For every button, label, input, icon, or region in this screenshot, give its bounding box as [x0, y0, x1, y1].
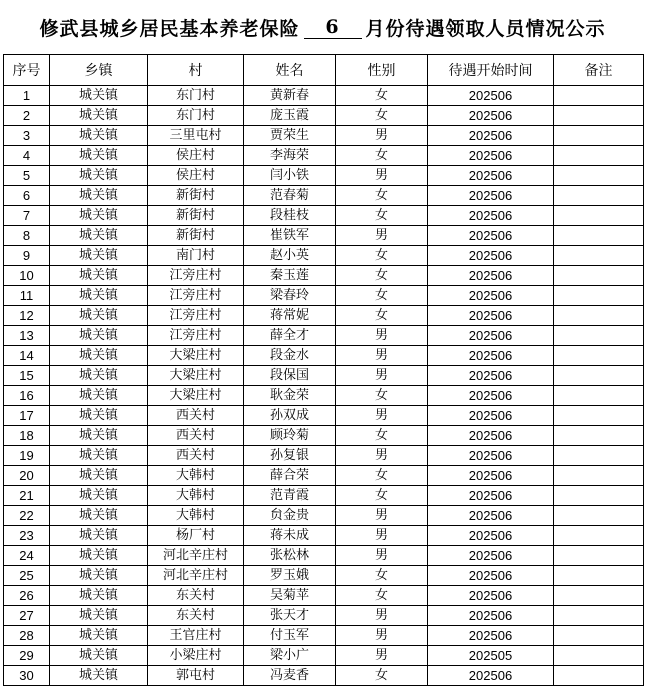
- cell-gender: 女: [336, 286, 428, 306]
- cell-town: 城关镇: [50, 306, 148, 326]
- cell-gender: 女: [336, 386, 428, 406]
- table-row: [4, 486, 644, 506]
- cell-start-date: 202506: [428, 286, 554, 306]
- cell-note: [554, 486, 644, 506]
- header-name: 姓名: [244, 55, 336, 86]
- cell-note: [554, 406, 644, 426]
- cell-town: 城关镇: [50, 286, 148, 306]
- cell-village: 东门村: [148, 86, 244, 106]
- cell-serial: 10: [4, 266, 50, 286]
- cell-village: 三里屯村: [148, 126, 244, 146]
- cell-town: 城关镇: [50, 326, 148, 346]
- cell-serial: 13: [4, 326, 50, 346]
- cell-village: 郭屯村: [148, 666, 244, 686]
- cell-note: [554, 446, 644, 466]
- cell-name: 张松林: [244, 546, 336, 566]
- cell-note: [554, 666, 644, 686]
- cell-village: 大韩村: [148, 506, 244, 526]
- cell-town: 城关镇: [50, 166, 148, 186]
- cell-serial: 22: [4, 506, 50, 526]
- cell-village: 大韩村: [148, 486, 244, 506]
- table-row: [4, 446, 644, 466]
- table-header-row: [4, 55, 644, 86]
- cell-start-date: 202506: [428, 266, 554, 286]
- cell-start-date: 202506: [428, 246, 554, 266]
- cell-gender: 女: [336, 206, 428, 226]
- cell-note: [554, 466, 644, 486]
- cell-note: [554, 426, 644, 446]
- table-row: [4, 546, 644, 566]
- table-row: [4, 626, 644, 646]
- cell-serial: 19: [4, 446, 50, 466]
- cell-village: 东关村: [148, 606, 244, 626]
- cell-note: [554, 186, 644, 206]
- table-row: [4, 466, 644, 486]
- cell-name: 蒋常妮: [244, 306, 336, 326]
- cell-start-date: 202506: [428, 206, 554, 226]
- cell-name: 赵小英: [244, 246, 336, 266]
- cell-start-date: 202506: [428, 386, 554, 406]
- cell-village: 河北辛庄村: [148, 566, 244, 586]
- cell-serial: 4: [4, 146, 50, 166]
- cell-town: 城关镇: [50, 146, 148, 166]
- cell-start-date: 202506: [428, 126, 554, 146]
- cell-name: 秦玉莲: [244, 266, 336, 286]
- cell-serial: 7: [4, 206, 50, 226]
- cell-gender: 女: [336, 146, 428, 166]
- cell-name: 贾荣生: [244, 126, 336, 146]
- cell-serial: 9: [4, 246, 50, 266]
- cell-gender: 男: [336, 646, 428, 666]
- cell-start-date: 202505: [428, 646, 554, 666]
- cell-village: 王官庄村: [148, 626, 244, 646]
- table-row: [4, 506, 644, 526]
- recipients-table: [3, 54, 644, 686]
- cell-serial: 21: [4, 486, 50, 506]
- cell-note: [554, 266, 644, 286]
- header-village: 村: [148, 55, 244, 86]
- cell-village: 江旁庄村: [148, 326, 244, 346]
- cell-start-date: 202506: [428, 586, 554, 606]
- cell-name: 范青霞: [244, 486, 336, 506]
- cell-gender: 男: [336, 346, 428, 366]
- cell-village: 西关村: [148, 446, 244, 466]
- cell-note: [554, 166, 644, 186]
- cell-town: 城关镇: [50, 226, 148, 246]
- cell-note: [554, 346, 644, 366]
- cell-serial: 3: [4, 126, 50, 146]
- cell-note: [554, 606, 644, 626]
- cell-name: 薛全才: [244, 326, 336, 346]
- cell-start-date: 202506: [428, 346, 554, 366]
- table-body: [4, 86, 644, 686]
- cell-serial: 6: [4, 186, 50, 206]
- cell-town: 城关镇: [50, 126, 148, 146]
- cell-town: 城关镇: [50, 426, 148, 446]
- cell-town: 城关镇: [50, 606, 148, 626]
- cell-gender: 女: [336, 306, 428, 326]
- cell-gender: 男: [336, 606, 428, 626]
- header-note: 备注: [554, 55, 644, 86]
- cell-start-date: 202506: [428, 606, 554, 626]
- table-row: [4, 586, 644, 606]
- cell-note: [554, 546, 644, 566]
- cell-town: 城关镇: [50, 506, 148, 526]
- cell-note: [554, 566, 644, 586]
- cell-note: [554, 526, 644, 546]
- cell-name: 蒋未成: [244, 526, 336, 546]
- cell-start-date: 202506: [428, 166, 554, 186]
- title-month: 6: [304, 16, 362, 39]
- cell-village: 江旁庄村: [148, 266, 244, 286]
- cell-note: [554, 206, 644, 226]
- cell-village: 杨厂村: [148, 526, 244, 546]
- cell-village: 小梁庄村: [148, 646, 244, 666]
- cell-village: 大梁庄村: [148, 366, 244, 386]
- table-row: [4, 426, 644, 446]
- cell-name: 孙双成: [244, 406, 336, 426]
- cell-name: 孙复银: [244, 446, 336, 466]
- cell-town: 城关镇: [50, 386, 148, 406]
- cell-name: 付玉军: [244, 626, 336, 646]
- cell-note: [554, 286, 644, 306]
- cell-serial: 23: [4, 526, 50, 546]
- cell-gender: 男: [336, 126, 428, 146]
- cell-town: 城关镇: [50, 586, 148, 606]
- cell-name: 黄新春: [244, 86, 336, 106]
- cell-town: 城关镇: [50, 246, 148, 266]
- cell-serial: 1: [4, 86, 50, 106]
- cell-name: 薛合荣: [244, 466, 336, 486]
- cell-serial: 8: [4, 226, 50, 246]
- cell-town: 城关镇: [50, 666, 148, 686]
- cell-town: 城关镇: [50, 86, 148, 106]
- table-row: [4, 246, 644, 266]
- cell-gender: 女: [336, 586, 428, 606]
- table-row: [4, 206, 644, 226]
- cell-gender: 女: [336, 426, 428, 446]
- cell-gender: 女: [336, 466, 428, 486]
- cell-village: 西关村: [148, 426, 244, 446]
- cell-gender: 男: [336, 326, 428, 346]
- cell-village: 大梁庄村: [148, 346, 244, 366]
- cell-village: 东关村: [148, 586, 244, 606]
- table-row: [4, 146, 644, 166]
- table-row: [4, 326, 644, 346]
- cell-start-date: 202506: [428, 526, 554, 546]
- cell-start-date: 202506: [428, 146, 554, 166]
- cell-village: 河北辛庄村: [148, 546, 244, 566]
- cell-village: 东门村: [148, 106, 244, 126]
- cell-gender: 男: [336, 626, 428, 646]
- cell-name: 庞玉霞: [244, 106, 336, 126]
- cell-name: 范春菊: [244, 186, 336, 206]
- header-town: 乡镇: [50, 55, 148, 86]
- table-row: [4, 666, 644, 686]
- cell-town: 城关镇: [50, 366, 148, 386]
- cell-name: 李海荣: [244, 146, 336, 166]
- cell-start-date: 202506: [428, 426, 554, 446]
- cell-gender: 男: [336, 366, 428, 386]
- cell-start-date: 202506: [428, 106, 554, 126]
- cell-name: 顾玲菊: [244, 426, 336, 446]
- cell-start-date: 202506: [428, 486, 554, 506]
- cell-gender: 女: [336, 86, 428, 106]
- cell-serial: 5: [4, 166, 50, 186]
- cell-name: 冯麦香: [244, 666, 336, 686]
- cell-note: [554, 306, 644, 326]
- cell-serial: 18: [4, 426, 50, 446]
- cell-name: 梁春玲: [244, 286, 336, 306]
- cell-village: 新街村: [148, 226, 244, 246]
- cell-serial: 25: [4, 566, 50, 586]
- cell-start-date: 202506: [428, 406, 554, 426]
- cell-gender: 男: [336, 506, 428, 526]
- cell-note: [554, 386, 644, 406]
- table-row: [4, 526, 644, 546]
- cell-gender: 女: [336, 566, 428, 586]
- cell-town: 城关镇: [50, 406, 148, 426]
- cell-note: [554, 106, 644, 126]
- cell-town: 城关镇: [50, 566, 148, 586]
- cell-town: 城关镇: [50, 466, 148, 486]
- cell-town: 城关镇: [50, 106, 148, 126]
- cell-village: 新街村: [148, 206, 244, 226]
- cell-serial: 20: [4, 466, 50, 486]
- cell-serial: 2: [4, 106, 50, 126]
- cell-name: 梁小广: [244, 646, 336, 666]
- cell-start-date: 202506: [428, 546, 554, 566]
- cell-gender: 女: [336, 186, 428, 206]
- cell-serial: 14: [4, 346, 50, 366]
- cell-name: 张天才: [244, 606, 336, 626]
- cell-town: 城关镇: [50, 346, 148, 366]
- cell-note: [554, 326, 644, 346]
- table-row: [4, 646, 644, 666]
- cell-start-date: 202506: [428, 466, 554, 486]
- cell-serial: 27: [4, 606, 50, 626]
- cell-note: [554, 246, 644, 266]
- cell-town: 城关镇: [50, 446, 148, 466]
- cell-gender: 男: [336, 406, 428, 426]
- cell-village: 新街村: [148, 186, 244, 206]
- cell-town: 城关镇: [50, 486, 148, 506]
- cell-village: 侯庄村: [148, 146, 244, 166]
- table-row: [4, 126, 644, 146]
- cell-gender: 男: [336, 546, 428, 566]
- cell-village: 南门村: [148, 246, 244, 266]
- cell-gender: 男: [336, 446, 428, 466]
- table-row: [4, 226, 644, 246]
- cell-name: 闫小铁: [244, 166, 336, 186]
- cell-town: 城关镇: [50, 626, 148, 646]
- title-prefix: 修武县城乡居民基本养老保险: [39, 17, 300, 40]
- cell-gender: 女: [336, 486, 428, 506]
- cell-serial: 30: [4, 666, 50, 686]
- page-title: [0, 0, 645, 54]
- cell-start-date: 202506: [428, 326, 554, 346]
- cell-village: 西关村: [148, 406, 244, 426]
- cell-name: 段桂枝: [244, 206, 336, 226]
- table-row: [4, 186, 644, 206]
- cell-gender: 男: [336, 166, 428, 186]
- cell-village: 江旁庄村: [148, 306, 244, 326]
- cell-serial: 29: [4, 646, 50, 666]
- cell-start-date: 202506: [428, 566, 554, 586]
- cell-name: 罗玉娥: [244, 566, 336, 586]
- table-row: [4, 106, 644, 126]
- cell-town: 城关镇: [50, 186, 148, 206]
- cell-name: 段保国: [244, 366, 336, 386]
- header-gender: 性别: [336, 55, 428, 86]
- cell-village: 大韩村: [148, 466, 244, 486]
- cell-serial: 17: [4, 406, 50, 426]
- cell-note: [554, 646, 644, 666]
- cell-start-date: 202506: [428, 226, 554, 246]
- cell-serial: 28: [4, 626, 50, 646]
- header-serial: 序号: [4, 55, 50, 86]
- cell-serial: 11: [4, 286, 50, 306]
- cell-start-date: 202506: [428, 506, 554, 526]
- cell-town: 城关镇: [50, 206, 148, 226]
- table-row: [4, 386, 644, 406]
- table-row: [4, 286, 644, 306]
- cell-start-date: 202506: [428, 446, 554, 466]
- table-row: [4, 306, 644, 326]
- cell-name: 吴菊苹: [244, 586, 336, 606]
- cell-note: [554, 366, 644, 386]
- cell-gender: 女: [336, 106, 428, 126]
- cell-note: [554, 506, 644, 526]
- cell-start-date: 202506: [428, 666, 554, 686]
- table-row: [4, 406, 644, 426]
- cell-gender: 女: [336, 266, 428, 286]
- cell-serial: 24: [4, 546, 50, 566]
- cell-note: [554, 586, 644, 606]
- cell-serial: 26: [4, 586, 50, 606]
- cell-village: 大梁庄村: [148, 386, 244, 406]
- table-row: [4, 346, 644, 366]
- cell-gender: 女: [336, 666, 428, 686]
- cell-serial: 15: [4, 366, 50, 386]
- cell-name: 贠金贵: [244, 506, 336, 526]
- cell-start-date: 202506: [428, 86, 554, 106]
- cell-town: 城关镇: [50, 546, 148, 566]
- cell-name: 耿金荣: [244, 386, 336, 406]
- table-row: [4, 166, 644, 186]
- table-row: [4, 266, 644, 286]
- cell-start-date: 202506: [428, 186, 554, 206]
- cell-name: 段金水: [244, 346, 336, 366]
- cell-gender: 男: [336, 526, 428, 546]
- cell-village: 江旁庄村: [148, 286, 244, 306]
- cell-note: [554, 126, 644, 146]
- title-suffix: 月份待遇领取人员情况公示: [365, 17, 606, 40]
- cell-start-date: 202506: [428, 626, 554, 646]
- cell-start-date: 202506: [428, 366, 554, 386]
- cell-serial: 12: [4, 306, 50, 326]
- cell-village: 侯庄村: [148, 166, 244, 186]
- cell-town: 城关镇: [50, 266, 148, 286]
- cell-note: [554, 146, 644, 166]
- cell-gender: 男: [336, 226, 428, 246]
- table-row: [4, 366, 644, 386]
- cell-note: [554, 626, 644, 646]
- cell-town: 城关镇: [50, 526, 148, 546]
- cell-note: [554, 86, 644, 106]
- table-row: [4, 86, 644, 106]
- cell-start-date: 202506: [428, 306, 554, 326]
- cell-note: [554, 226, 644, 246]
- table-row: [4, 566, 644, 586]
- cell-town: 城关镇: [50, 646, 148, 666]
- cell-serial: 16: [4, 386, 50, 406]
- table-row: [4, 606, 644, 626]
- cell-gender: 女: [336, 246, 428, 266]
- cell-name: 崔铁军: [244, 226, 336, 246]
- header-start-date: 待遇开始时间: [428, 55, 554, 86]
